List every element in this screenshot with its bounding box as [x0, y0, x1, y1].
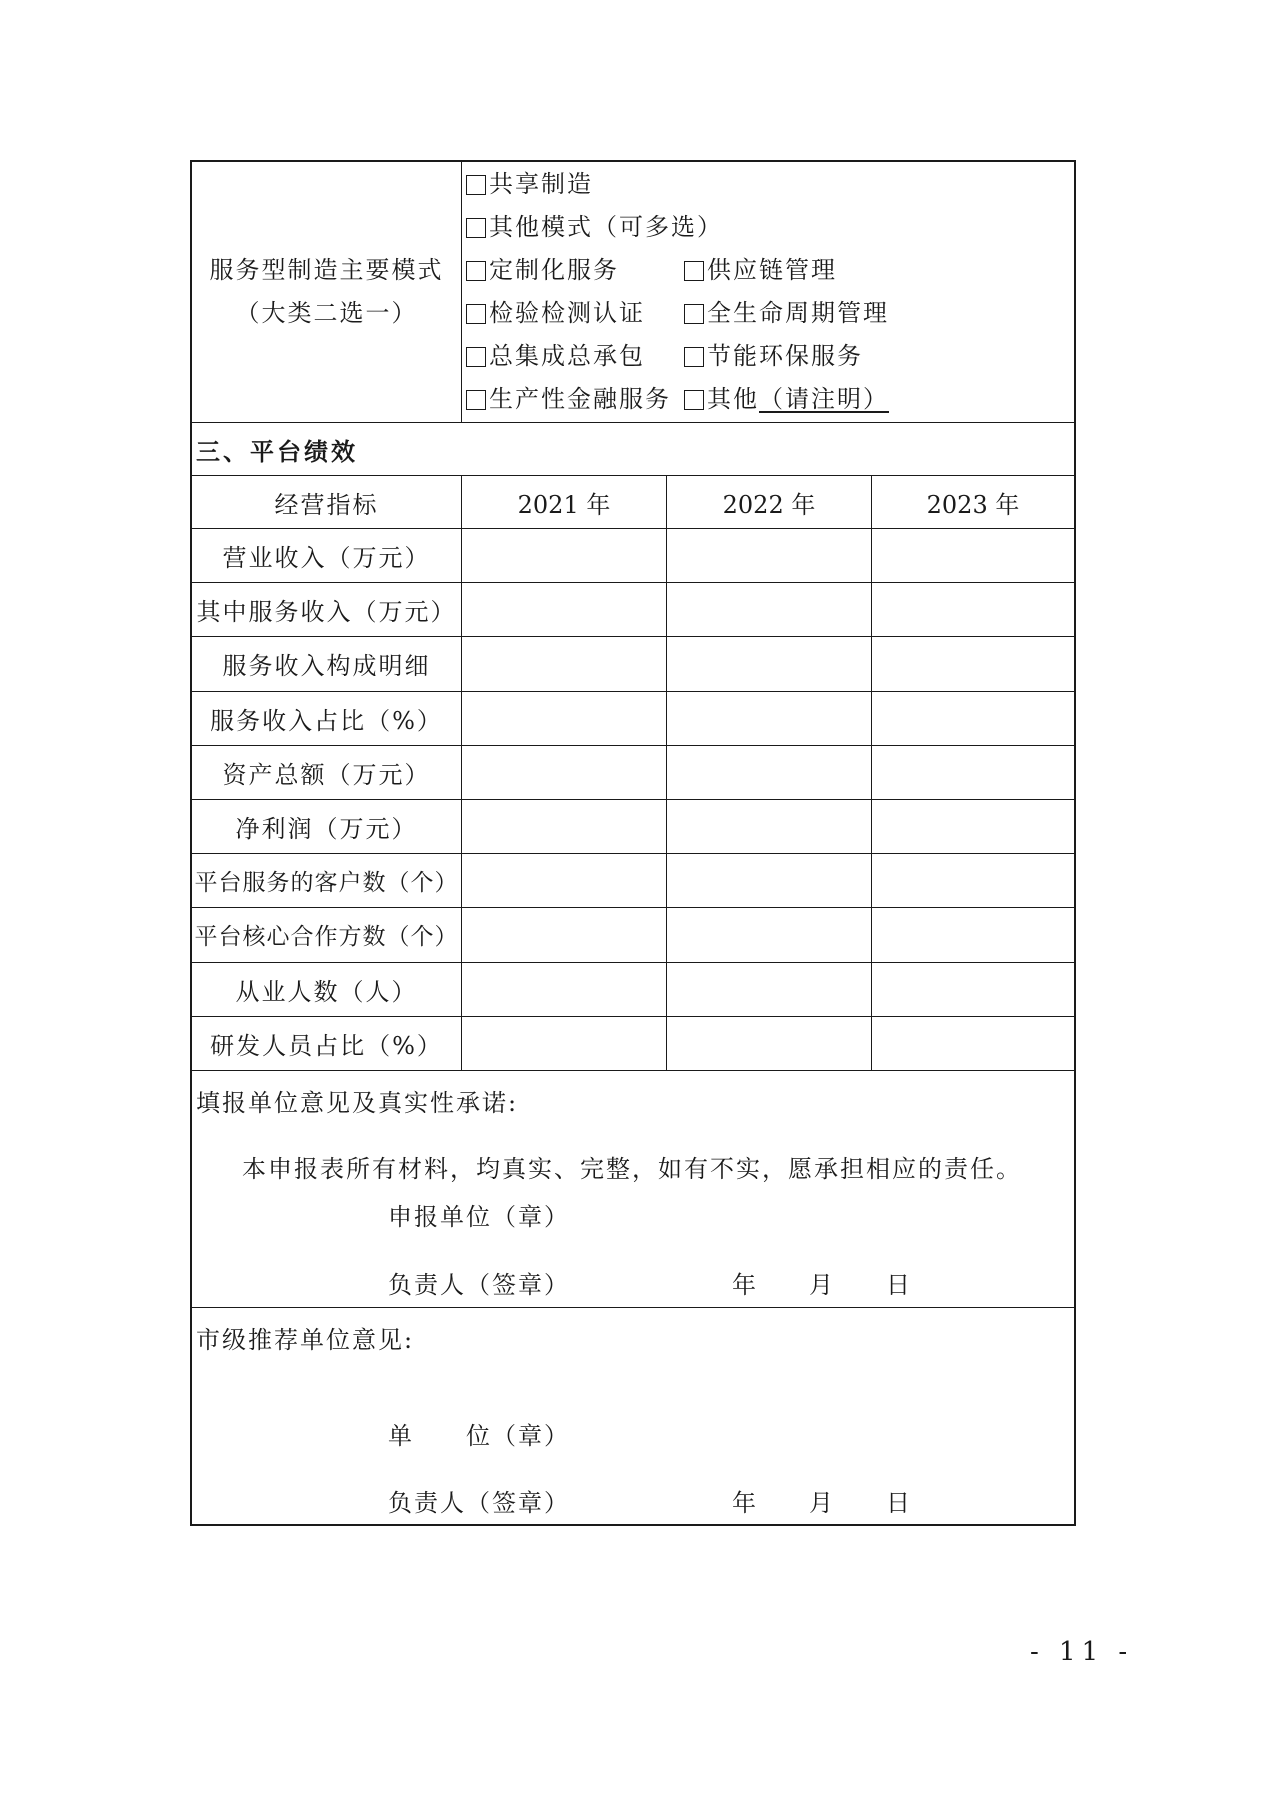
section-platform-performance — [192, 423, 1074, 476]
metric-label: 服务收入占比（%） — [192, 692, 462, 745]
value-cell-2022[interactable] — [667, 800, 872, 853]
checkbox-total-integration[interactable]: 总集成总承包 — [466, 335, 684, 378]
value-cell-2023[interactable] — [872, 529, 1074, 582]
value-cell-2023[interactable] — [872, 692, 1074, 745]
commitment-statement: 本申报表所有材料，均真实、完整，如有不实，愿承担相应的责任。 — [242, 1154, 1022, 1183]
value-cell-2022[interactable] — [667, 692, 872, 745]
checkbox-icon[interactable] — [466, 261, 486, 281]
commitment-person-signature: 负责人（签章） — [388, 1270, 570, 1299]
value-cell-2021[interactable] — [462, 908, 667, 961]
metric-label: 从业人数（人） — [192, 963, 462, 1016]
service-mode-options — [462, 162, 1074, 422]
table-row — [192, 800, 1074, 854]
checkbox-icon[interactable] — [684, 304, 704, 324]
value-cell-2022[interactable] — [667, 746, 872, 799]
service-mode-label — [192, 162, 462, 422]
table-row — [192, 529, 1074, 583]
checkbox-financial-service[interactable]: 生产性金融服务 — [466, 378, 684, 421]
table-row — [192, 692, 1074, 746]
metric-label: 净利润（万元） — [192, 800, 462, 853]
checkbox-icon[interactable] — [466, 347, 486, 367]
service-mode-label-line1: 服务型制造主要模式 — [209, 256, 444, 284]
metric-label: 其中服务收入（万元） — [192, 583, 462, 636]
service-mode-row — [192, 162, 1074, 423]
metric-label: 平台服务的客户数（个） — [192, 854, 462, 907]
recommendation-section — [192, 1308, 1074, 1524]
checkbox-icon[interactable] — [466, 218, 486, 238]
checkbox-icon[interactable] — [466, 304, 486, 324]
checkbox-lifecycle[interactable]: 全生命周期管理 — [684, 292, 889, 335]
value-cell-2021[interactable] — [462, 1017, 667, 1070]
service-mode-label-line2: （大类二选一） — [235, 299, 418, 327]
value-cell-2022[interactable] — [667, 1017, 872, 1070]
value-cell-2021[interactable] — [462, 963, 667, 1016]
metric-label: 研发人员占比（%） — [192, 1017, 462, 1070]
checkbox-supply-chain[interactable]: 供应链管理 — [684, 249, 837, 292]
recommendation-month: 月 — [809, 1488, 835, 1517]
value-cell-2021[interactable] — [462, 854, 667, 907]
value-cell-2023[interactable] — [872, 963, 1074, 1016]
metric-label: 资产总额（万元） — [192, 746, 462, 799]
checkbox-customized-service[interactable]: 定制化服务 — [466, 249, 684, 292]
value-cell-2022[interactable] — [667, 908, 872, 961]
value-cell-2023[interactable] — [872, 908, 1074, 961]
value-cell-2023[interactable] — [872, 854, 1074, 907]
value-cell-2023[interactable] — [872, 746, 1074, 799]
table-row — [192, 854, 1074, 908]
commitment-section — [192, 1071, 1074, 1308]
checkbox-icon[interactable] — [684, 261, 704, 281]
application-form — [190, 160, 1076, 1526]
header-year-2022: 2022 年 — [667, 476, 872, 528]
checkbox-icon[interactable] — [466, 390, 486, 410]
commitment-title: 填报单位意见及真实性承诺: — [196, 1088, 519, 1117]
value-cell-2022[interactable] — [667, 963, 872, 1016]
checkbox-other-modes[interactable]: 其他模式（可多选） — [466, 206, 723, 249]
value-cell-2022[interactable] — [667, 637, 872, 690]
section-title: 三、平台绩效 — [196, 436, 358, 466]
value-cell-2023[interactable] — [872, 637, 1074, 690]
table-row — [192, 963, 1074, 1017]
table-row — [192, 1017, 1074, 1071]
value-cell-2022[interactable] — [667, 583, 872, 636]
table-row — [192, 583, 1074, 637]
checkbox-shared-manufacturing[interactable]: 共享制造 — [466, 163, 593, 206]
recommendation-unit-seal: 单 位（章） — [388, 1421, 570, 1450]
value-cell-2021[interactable] — [462, 746, 667, 799]
table-row — [192, 637, 1074, 691]
recommendation-day: 日 — [886, 1488, 912, 1517]
other-note: （请注明） — [759, 385, 889, 413]
header-year-2021: 2021 年 — [462, 476, 667, 528]
value-cell-2021[interactable] — [462, 800, 667, 853]
value-cell-2023[interactable] — [872, 583, 1074, 636]
header-year-2023: 2023 年 — [926, 490, 1020, 519]
checkbox-other[interactable]: 其他 （请注明） — [684, 378, 889, 421]
table-row — [192, 908, 1074, 962]
header-metric: 经营指标 — [192, 476, 462, 528]
checkbox-icon[interactable] — [466, 175, 486, 195]
commitment-day: 日 — [886, 1270, 912, 1299]
commitment-unit-seal: 申报单位（章） — [388, 1202, 570, 1231]
recommendation-person-signature: 负责人（签章） — [388, 1488, 570, 1517]
value-cell-2022[interactable] — [667, 529, 872, 582]
metric-label: 营业收入（万元） — [192, 529, 462, 582]
value-cell-2021[interactable] — [462, 529, 667, 582]
commitment-month: 月 — [809, 1270, 835, 1299]
page-number: - 11 - — [1030, 1637, 1134, 1667]
table-row — [192, 746, 1074, 800]
value-cell-2023[interactable] — [872, 1017, 1074, 1070]
value-cell-2021[interactable] — [462, 692, 667, 745]
checkbox-energy-saving[interactable]: 节能环保服务 — [684, 335, 863, 378]
value-cell-2022[interactable] — [667, 854, 872, 907]
checkbox-inspection[interactable]: 检验检测认证 — [466, 292, 684, 335]
recommendation-year: 年 — [732, 1488, 758, 1517]
recommendation-title: 市级推荐单位意见: — [196, 1325, 415, 1354]
metric-label: 平台核心合作方数（个） — [192, 908, 462, 961]
checkbox-icon[interactable] — [684, 347, 704, 367]
table-header-row — [192, 476, 1074, 529]
commitment-year: 年 — [732, 1270, 758, 1299]
value-cell-2021[interactable] — [462, 583, 667, 636]
checkbox-icon[interactable] — [684, 390, 704, 410]
value-cell-2023[interactable] — [872, 800, 1074, 853]
value-cell-2021[interactable] — [462, 637, 667, 690]
metric-label: 服务收入构成明细 — [192, 637, 462, 690]
